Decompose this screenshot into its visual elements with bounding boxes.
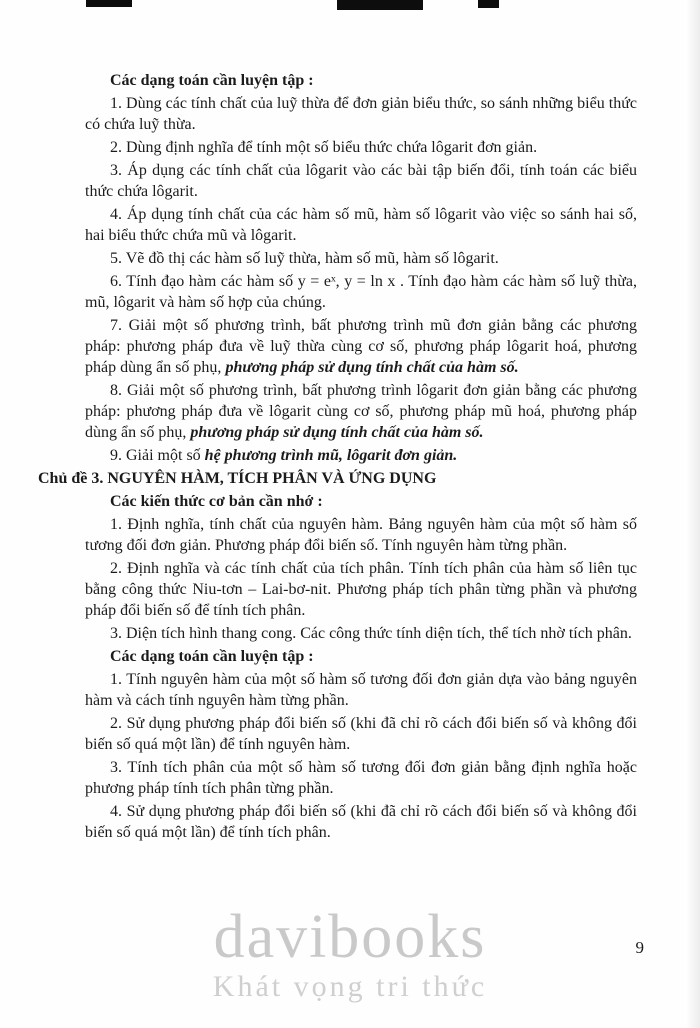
watermark-subtitle: Khát vọng tri thức xyxy=(212,970,488,1003)
section-heading-practice-types: Các dạng toán cần luyện tập : xyxy=(110,72,314,89)
list-item: 4. Sử dụng phương pháp đổi biến số (khi đã chỉ rõ cách đổi biến số và không đổi biến số quá một lần) để tính tích phân. xyxy=(85,803,637,841)
list-item: 7. Giải một số phương trình, bất phương trình mũ đơn giản bằng các phương pháp: phương pháp đưa về luỹ thừa cùng cơ số, phương pháp lôgarit hoá, phương pháp dùng ẩn số phụ, phương pháp sử dụng tính chất của hàm số. xyxy=(85,317,637,376)
list-item: 6. Tính đạo hàm các hàm số y = eˣ, y = ln x . Tính đạo hàm các hàm số luỹ thừa, mũ, lôgarit và hàm số hợp của chúng. xyxy=(85,273,637,311)
section-heading-basic-knowledge: Các kiến thức cơ bản cần nhớ : xyxy=(110,493,323,510)
list-item: 2. Định nghĩa và các tính chất của tích phân. Tính tích phân của hàm số liên tục bằng công thức Niu-tơn – Lai-bơ-nit. Phương pháp tích phân từng phần và phương pháp đổi biến số để tính tích phân. xyxy=(85,560,637,619)
list-item: 1. Định nghĩa, tính chất của nguyên hàm. Bảng nguyên hàm của một số hàm số tương đối đơn giản. Phương pháp đổi biến số. Tính nguyên hàm từng phần. xyxy=(85,516,637,554)
list-item: 2. Dùng định nghĩa để tính một số biểu thức chứa lôgarit đơn giản. xyxy=(110,139,538,156)
page-number: 9 xyxy=(635,938,644,957)
list-item: 1. Dùng các tính chất của luỹ thừa để đơn giản biểu thức, so sánh những biểu thức có chứa luỹ thừa. xyxy=(85,95,637,133)
list-item: 9. Giải một số hệ phương trình mũ, lôgarit đơn giản. xyxy=(110,447,458,464)
list-item: 3. Áp dụng các tính chất của lôgarit vào các bài tập biến đổi, tính toán các biểu thức chứa lôgarit. xyxy=(85,162,637,200)
list-item: 3. Tính tích phân của một số hàm số tương đối đơn giản bằng định nghĩa hoặc phương pháp tính tích phân từng phần. xyxy=(85,759,637,797)
scan-artifact-mark xyxy=(478,0,499,8)
scan-artifact-mark xyxy=(337,0,423,10)
watermark xyxy=(0,905,700,1005)
page-content xyxy=(38,70,637,845)
list-item: 8. Giải một số phương trình, bất phương trình lôgarit đơn giản bằng các phương pháp: phương pháp đưa về lôgarit cùng cơ số, phương pháp mũ hoá, phương pháp dùng ẩn số phụ, phương pháp sử dụng tính chất của hàm số. xyxy=(85,382,637,441)
list-item: 2. Sử dụng phương pháp đổi biến số (khi đã chỉ rõ cách đổi biến số và không đổi biến số quá một lần) để tính nguyên hàm. xyxy=(85,715,637,753)
list-item: 1. Tính nguyên hàm của một số hàm số tương đối đơn giản dựa vào bảng nguyên hàm và cách tính nguyên hàm từng phần. xyxy=(85,671,637,709)
section-heading-practice-types-2: Các dạng toán cần luyện tập : xyxy=(110,648,314,665)
list-item: 4. Áp dụng tính chất của các hàm số mũ, hàm số lôgarit vào việc so sánh hai số, hai biểu thức chứa mũ và lôgarit. xyxy=(85,206,637,244)
list-item: 3. Diện tích hình thang cong. Các công thức tính diện tích, thể tích nhờ tích phân. xyxy=(110,625,632,642)
chapter-heading xyxy=(38,468,637,489)
scan-artifact-mark xyxy=(86,0,132,7)
watermark-title: davibooks xyxy=(213,903,487,971)
chapter-title: NGUYÊN HÀM, TÍCH PHÂN VÀ ỨNG DỤNG xyxy=(103,470,437,487)
chapter-label: Chủ đề 3. xyxy=(38,470,104,487)
list-item: 5. Vẽ đồ thị các hàm số luỹ thừa, hàm số mũ, hàm số lôgarit. xyxy=(110,250,499,267)
